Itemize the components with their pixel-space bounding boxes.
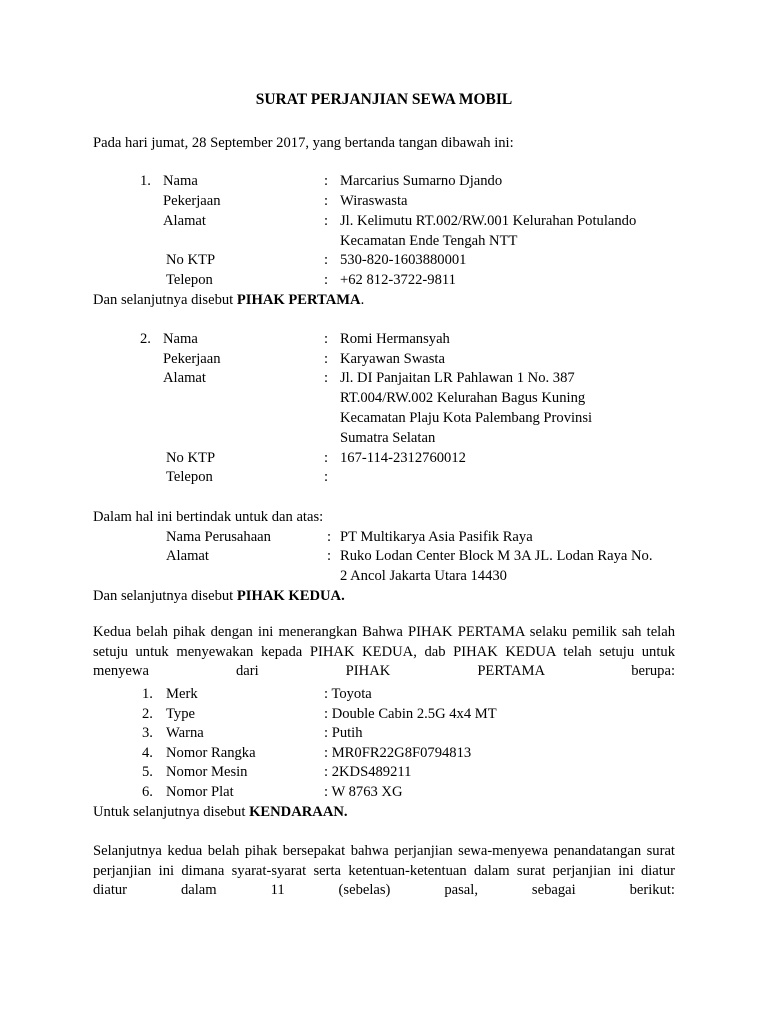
- vehicle-item-number: 5.: [142, 764, 153, 780]
- vehicle-item-label: Merk: [166, 686, 198, 702]
- colon: :: [324, 193, 329, 209]
- company-alamat-line-2: 2 Ancol Jakarta Utara 14430: [340, 568, 507, 584]
- colon: :: [327, 548, 332, 564]
- party-1-nama-label: Nama: [163, 173, 198, 189]
- vehicle-item-label: Type: [166, 706, 195, 722]
- party-1-pekerjaan-value: Wiraswasta: [340, 193, 408, 209]
- colon: :: [324, 469, 329, 485]
- vehicle-item-number: 4.: [142, 745, 153, 761]
- vehicle-item-value: : Double Cabin 2.5G 4x4 MT: [324, 706, 497, 722]
- party-2-designation: Dan selanjutnya disebut PIHAK KEDUA.: [93, 588, 345, 604]
- party-2-ktp-value: 167-114-2312760012: [340, 450, 466, 466]
- party-1-ktp-value: 530-820-1603880001: [340, 252, 467, 268]
- party-1-nama-value: Marcarius Sumarno Djando: [340, 173, 503, 189]
- company-nama-value: PT Multikarya Asia Pasifik Raya: [340, 529, 533, 545]
- vehicle-item-value: : 2KDS489211: [324, 764, 412, 780]
- party-1-alamat-line-1: Jl. Kelimutu RT.002/RW.001 Kelurahan Potulando: [340, 213, 637, 229]
- colon: :: [324, 450, 329, 466]
- vehicle-item-label: Nomor Plat: [166, 784, 234, 800]
- party-2-alamat-line-3: Kecamatan Plaju Kota Palembang Provinsi: [340, 410, 593, 426]
- party-2-ktp-label: No KTP: [166, 450, 216, 466]
- party-1-telepon-value: +62 812-3722-9811: [340, 272, 456, 288]
- vehicle-intro-paragraph: Kedua belah pihak dengan ini menerangkan Bahwa PIHAK PERTAMA selaku pemilik sah telah setuju untuk menyewakan kepada PIHAK KEDUA, dab PIHAK KEDUA telah setuju untuk menyewa dari PIHAK PERTAMA berupa:: [93, 624, 675, 679]
- vehicle-item-number: 1.: [142, 686, 153, 702]
- party-2-alamat-line-2: RT.004/RW.002 Kelurahan Bagus Kuning: [340, 390, 586, 406]
- party-1-number: 1.: [140, 173, 151, 189]
- company-nama-label: Nama Perusahaan: [166, 529, 271, 545]
- vehicle-item-label: Nomor Rangka: [166, 745, 256, 761]
- colon: :: [324, 351, 329, 367]
- vehicle-item-number: 6.: [142, 784, 153, 800]
- vehicle-item-number: 3.: [142, 725, 153, 741]
- party-2-alamat-label: Alamat: [163, 370, 206, 386]
- vehicle-item-value: : Toyota: [324, 686, 372, 702]
- party-2-alamat-line-4: Sumatra Selatan: [340, 430, 436, 446]
- party-2-nama-value: Romi Hermansyah: [340, 331, 450, 347]
- party-2-number: 2.: [140, 331, 151, 347]
- party-1-ktp-label: No KTP: [166, 252, 216, 268]
- vehicle-item-value: : MR0FR22G8F0794813: [324, 745, 472, 761]
- party-1-alamat-line-2: Kecamatan Ende Tengah NTT: [340, 233, 518, 249]
- vehicle-item-value: : Putih: [324, 725, 363, 741]
- party-1-telepon-label: Telepon: [166, 272, 213, 288]
- vehicle-item-label: Nomor Mesin: [166, 764, 248, 780]
- party-2-alamat-line-1: Jl. DI Panjaitan LR Pahlawan 1 No. 387: [340, 370, 575, 386]
- party-1-alamat-label: Alamat: [163, 213, 206, 229]
- party-1-designation: Dan selanjutnya disebut PIHAK PERTAMA.: [93, 292, 365, 308]
- company-alamat-line-1: Ruko Lodan Center Block M 3A JL. Lodan Raya No.: [340, 548, 653, 564]
- party-2-pekerjaan-label: Pekerjaan: [163, 351, 221, 367]
- vehicle-item-number: 2.: [142, 706, 153, 722]
- colon: :: [324, 173, 329, 189]
- colon: :: [324, 370, 329, 386]
- party-1-pekerjaan-label: Pekerjaan: [163, 193, 221, 209]
- colon: :: [324, 252, 329, 268]
- intro-text: Pada hari jumat, 28 September 2017, yang bertanda tangan dibawah ini:: [93, 135, 514, 151]
- colon: :: [324, 213, 329, 229]
- company-alamat-label: Alamat: [166, 548, 209, 564]
- party-2-pekerjaan-value: Karyawan Swasta: [340, 351, 445, 367]
- party-2-nama-label: Nama: [163, 331, 198, 347]
- vehicle-item-value: : W 8763 XG: [324, 784, 403, 800]
- closing-paragraph: Selanjutnya kedua belah pihak bersepakat bahwa perjanjian sewa-menyewa penandatangan surat perjanjian ini dimana syarat-syarat serta ketentuan-ketentuan dalam surat perjanjian ini diatur diatur dalam 11 (sebelas) pasal, sebagai berikut:: [93, 843, 675, 898]
- vehicle-designation: Untuk selanjutnya disebut KENDARAAN.: [93, 804, 348, 820]
- vehicle-item-label: Warna: [166, 725, 204, 741]
- party-2-telepon-label: Telepon: [166, 469, 213, 485]
- colon: :: [327, 529, 332, 545]
- company-intro: Dalam hal ini bertindak untuk dan atas:: [93, 509, 324, 525]
- colon: :: [324, 331, 329, 347]
- colon: :: [324, 272, 329, 288]
- document-title: SURAT PERJANJIAN SEWA MOBIL: [255, 91, 513, 108]
